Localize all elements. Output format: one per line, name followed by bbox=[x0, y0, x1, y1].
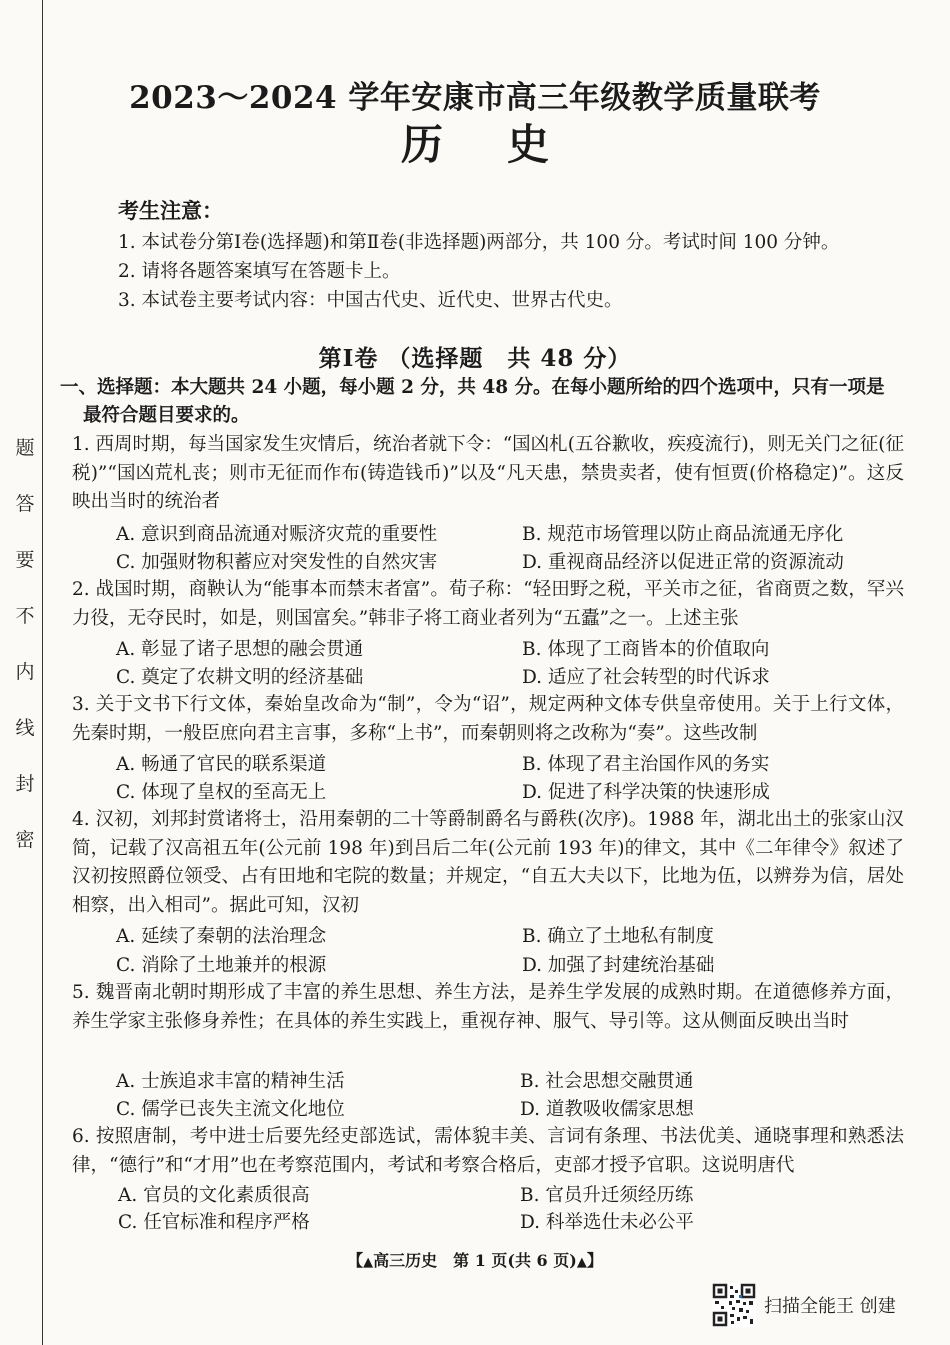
option-d: D. 道教吸收儒家思想 bbox=[520, 1099, 694, 1120]
question-stem: 5. 魏晋南北朝时期形成了丰富的养生思想、养生方法，是养生学发展的成熟时期。在道德修养方面，养生学家主张修身养性；在具体的养生实践上，重视存神、服气、导引等。这从侧面反映出当时 bbox=[72, 982, 904, 1032]
option-d: D. 加强了封建统治基础 bbox=[522, 955, 715, 976]
bracket-open: 【 bbox=[347, 1251, 364, 1270]
side-char: 密 bbox=[15, 829, 35, 851]
option-d: D. 促进了科学决策的快速形成 bbox=[522, 782, 770, 803]
side-char: 内 bbox=[15, 661, 35, 683]
option-b: B. 官员升迁须经历练 bbox=[520, 1185, 694, 1206]
side-char: 要 bbox=[15, 549, 35, 571]
instructions-line: 一、选择题：本大题共 24 小题，每小题 2 分，共 48 分。在每小题所给的四个选项中，只有一项是 bbox=[60, 377, 885, 398]
subject-title: 历史 bbox=[400, 120, 613, 169]
side-char: 答 bbox=[15, 493, 35, 515]
notice-item: 2. 请将各题答案填写在答题卡上。 bbox=[118, 261, 401, 282]
option-d: D. 适应了社会转型的时代诉求 bbox=[522, 667, 770, 688]
option-c: C. 任官标准和程序严格 bbox=[118, 1212, 310, 1233]
notice-item: 3. 本试卷主要考试内容：中国古代史、近代史、世界古代史。 bbox=[118, 290, 623, 311]
option-a: A. 延续了秦朝的法治理念 bbox=[116, 926, 327, 947]
question-stem: 6. 按照唐制，考中进士后要先经吏部选试，需体貌丰美、言词有条理、书法优美、通晓事理和熟悉法律，“德行”和“才用”也在考察范围内，考试和考察合格后，吏部才授予官职。这说明唐代 bbox=[72, 1126, 904, 1176]
option-a: A. 官员的文化素质很高 bbox=[118, 1185, 310, 1206]
option-b: B. 规范市场管理以防止商品流通无序化 bbox=[522, 524, 844, 545]
question-stem: 1. 西周时期，每当国家发生灾情后，统治者就下令：“国凶札(五谷歉收，疾疫流行)，则无关门之征(征税)”“国凶荒札丧；则市无征而作布(铸造钱币)”以及“凡天患，禁贵卖者，使有恒贾(价格稳定)”。这反映出当时的统治者 bbox=[72, 434, 904, 512]
option-c: C. 加强财物积蓄应对突发性的自然灾害 bbox=[116, 552, 438, 573]
notice-item: 1. 本试卷分第Ⅰ卷(选择题)和第Ⅱ卷(非选择题)两部分，共 100 分。考试时间 100 分钟。 bbox=[118, 232, 840, 253]
option-b: B. 确立了土地私有制度 bbox=[522, 926, 714, 947]
option-a: A. 士族追求丰富的精神生活 bbox=[116, 1071, 345, 1092]
triangle-icon: ▲ bbox=[576, 1255, 587, 1270]
exam-title: 2023～2024 学年安康市高三年级教学质量联考 bbox=[129, 80, 821, 116]
option-d: D. 重视商品经济以促进正常的资源流动 bbox=[522, 552, 844, 573]
question-stem: 3. 关于文书下行文体，秦始皇改命为“制”，令为“诏”，规定两种文体专供皇帝使用。关于上行文体，先秦时期，一般臣庶向君主言事，多称“上书”，而秦朝则将之改称为“奏”。这些改制 bbox=[72, 694, 904, 744]
seal-line-notice bbox=[14, 420, 36, 868]
option-a: A. 彰显了诸子思想的融会贯通 bbox=[116, 639, 364, 660]
scanner-watermark bbox=[712, 1280, 942, 1330]
side-char: 封 bbox=[15, 773, 35, 795]
bracket-close: 】 bbox=[586, 1251, 603, 1270]
side-char: 不 bbox=[15, 605, 35, 627]
option-c: C. 消除了土地兼并的根源 bbox=[116, 955, 327, 976]
question-stem: 4. 汉初，刘邦封赏诸将士，沿用秦朝的二十等爵制爵名与爵秩(次序)。1988 年，湖北出土的张家山汉简，记载了汉高祖五年(公元前 198 年)到吕后二年(公元前 193 年)的律文，其中《二年律令》叙述了汉初按照爵位领受、占有田地和宅院的数量；并规定，“自五大夫以下，比地为伍，以辨券为信，居处相察，出入相司”。据此可知，汉初 bbox=[72, 809, 904, 916]
option-c: C. 儒学已丧失主流文化地位 bbox=[116, 1099, 345, 1120]
triangle-icon: ▲ bbox=[363, 1255, 374, 1270]
watermark-text: 扫描全能王 创建 bbox=[764, 1296, 896, 1317]
instructions-line: 最符合题目要求的。 bbox=[83, 405, 250, 426]
option-c: C. 体现了皇权的至高无上 bbox=[116, 782, 327, 803]
option-a: A. 畅通了官民的联系渠道 bbox=[116, 754, 327, 775]
section-instructions bbox=[60, 374, 900, 430]
binding-margin-line bbox=[42, 0, 43, 1345]
option-c: C. 奠定了农耕文明的经济基础 bbox=[116, 667, 364, 688]
section-title: 第Ⅰ卷 （选择题 共 48 分） bbox=[318, 345, 632, 372]
side-char: 题 bbox=[15, 437, 35, 459]
option-b: B. 社会思想交融贯通 bbox=[520, 1071, 694, 1092]
option-d: D. 科举选仕未必公平 bbox=[520, 1212, 694, 1233]
option-a: A. 意识到商品流通对赈济灾荒的重要性 bbox=[116, 524, 438, 545]
notice-heading: 考生注意： bbox=[118, 198, 223, 223]
question-stem: 2. 战国时期，商鞅认为“能事本而禁末者富”。荀子称：“轻田野之税，平关市之征，省商贾之数，罕兴力役，无夺民时，如是，则国富矣。”韩非子将工商业者列为“五蠹”之一。上述主张 bbox=[72, 579, 904, 629]
option-b: B. 体现了工商皆本的价值取向 bbox=[522, 639, 770, 660]
qr-code-icon bbox=[712, 1283, 756, 1327]
option-b: B. 体现了君主治国作风的务实 bbox=[522, 754, 770, 775]
footer-text: 高三历史 第 1 页(共 6 页) bbox=[373, 1251, 577, 1270]
side-char: 线 bbox=[15, 717, 35, 739]
page-footer bbox=[0, 1248, 950, 1271]
